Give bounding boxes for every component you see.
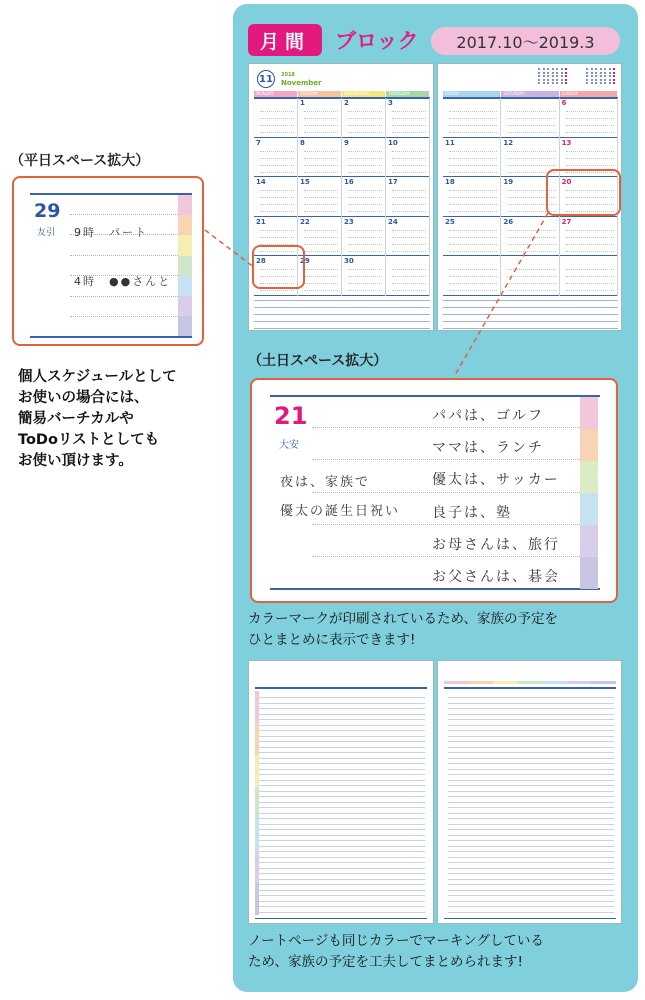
note-line [448,840,614,841]
calendar-month-name: November [281,79,322,87]
day-number: 10 [388,138,398,147]
day-number: 16 [344,178,354,186]
note-color-mark [469,681,494,684]
day-number: 29 [300,257,310,265]
note-line [448,829,614,830]
note-line [259,851,425,852]
note-line [259,736,425,737]
note-color-mark [255,819,259,851]
weekday-header: THURSDAY [386,91,429,97]
dotted-line [312,492,580,493]
note-right-page [437,660,622,924]
note-line [259,708,425,709]
day-number: 24 [388,217,398,226]
note-line [259,752,425,753]
day-number: 25 [445,217,455,226]
title-badge: 月間 [248,24,322,56]
description-line: 簡易バーチカルや [18,411,134,427]
note-line [259,774,425,775]
note-line [259,697,425,698]
note-line [259,796,425,797]
title-range: 2017.10～2019.3 [431,27,620,55]
note-line [448,730,614,731]
note-line [259,813,425,814]
day-number: 26 [503,217,514,226]
weekend-top-rule [270,395,600,397]
note-line [259,703,425,704]
note-line [448,747,614,748]
note-line [448,824,614,825]
note-line [448,857,614,858]
note-line [259,895,425,896]
note-line [259,763,425,764]
caption-line: ため、家族の予定を工夫してまとめられます! [248,954,523,970]
weekend-bottom-rule [270,588,600,590]
day-number: 6 [561,99,567,107]
weekend-day-number: 21 [274,402,308,430]
note-line [448,890,614,891]
note-line [259,873,425,874]
note-line [259,802,425,803]
day-number: 21 [256,217,266,226]
note-line [448,912,614,913]
day-number: 13 [561,138,572,147]
day-number: 12 [503,138,514,147]
note-line [448,862,614,863]
day-number: 3 [388,99,393,107]
note-line [448,818,614,819]
note-line [259,719,425,720]
note-top-rule [444,687,616,689]
note-line [259,884,425,885]
dotted-line [312,459,580,460]
note-line [448,785,614,786]
color-mark [178,215,192,235]
note-line [448,868,614,869]
note-line [448,752,614,753]
color-mark [178,256,192,276]
note-line [259,868,425,869]
note-color-mark [493,681,518,684]
note-top-rule [255,687,427,689]
weekday-top-rule [30,193,192,195]
note-bottom-rule [444,918,616,919]
note-line [448,813,614,814]
color-mark [178,296,192,316]
dotted-line [70,296,178,297]
day-number: 17 [388,178,398,186]
color-mark-caption [248,609,558,651]
note-line [259,890,425,891]
color-mark [178,235,192,255]
weekend-right-note: お父さんは、碁会 [432,569,560,585]
note-line [259,730,425,731]
weekend-right-note: ママは、ランチ [432,440,544,457]
note-line [448,884,614,885]
caption-line: ひとまとめに表示できます! [248,632,416,648]
note-color-mark [542,681,567,684]
note-line [259,857,425,858]
note-line [448,851,614,852]
weekday-header: WEDNESDAY [342,91,385,97]
day-number: 22 [300,217,310,226]
note-color-mark [255,787,259,819]
weekday-header: SATURDAY [501,91,558,97]
weekend-zoom-label: （土日スペース拡大） [248,353,388,369]
weekday-zoom [12,176,204,346]
note-color-mark [255,851,259,883]
note-line [448,725,614,726]
weekend-zoom [250,378,618,603]
description-line: ToDoリストとしても [18,432,160,448]
note-line [259,912,425,913]
note-page-caption [248,931,544,973]
note-line [448,906,614,907]
note-line [448,791,614,792]
note-line [259,879,425,880]
caption-line: ノートページも同じカラーでマーキングしている [248,933,544,949]
day-number: 1 [300,99,305,107]
weekend-right-note: 優太は、サッカー [432,472,560,489]
description-line: 個人スケジュールとして [18,369,177,385]
note-color-mark [591,681,616,684]
weekday-zoom-label: （平日スペース拡大） [10,153,150,169]
note-line [259,829,425,830]
note-line [448,708,614,709]
note-color-mark [255,691,259,723]
note-line [259,741,425,742]
day-number: 9 [344,138,349,147]
note-line [448,807,614,808]
color-mark [580,397,598,429]
day-number: 19 [503,178,514,186]
description-line: お使いの場合には、 [18,390,149,406]
dotted-line [70,316,178,317]
color-mark [580,429,598,461]
weekend-right-note: 良子は、塾 [432,504,512,521]
note-line [259,818,425,819]
note-line [259,785,425,786]
note-line [448,835,614,836]
note-line [259,758,425,759]
color-mark [178,195,192,215]
note-line [259,791,425,792]
usage-description [18,367,177,472]
note-line [448,895,614,896]
note-line [448,741,614,742]
dotted-line [312,556,580,557]
note-line [448,697,614,698]
note-line [259,906,425,907]
note-line [448,774,614,775]
day-number: 8 [300,138,305,147]
note-left-page [248,660,434,924]
note-line [259,862,425,863]
weekday-connector [205,230,255,268]
day-number: 18 [445,178,455,186]
day-number: 28 [256,257,266,265]
note-line [448,703,614,704]
weekend-note-1: 夜は、家族で [280,475,371,490]
note-line [448,879,614,880]
day-number: 15 [300,178,310,186]
color-mark [580,525,598,557]
weekday-header: MONDAY [254,91,297,97]
note-line [448,763,614,764]
note-line [448,719,614,720]
dotted-line [70,255,178,256]
note-line [259,901,425,902]
calendar-year: 2018 [281,72,295,78]
note-line [448,796,614,797]
note-color-mark [255,755,259,787]
color-mark [178,276,192,296]
dotted-line [312,524,580,525]
note-color-mark [518,681,543,684]
title-type: ブロック [335,29,419,53]
note-color-mark [567,681,592,684]
weekend-right-note: お母さんは、旅行 [432,536,560,553]
color-mark [580,493,598,525]
note-line [259,846,425,847]
note-color-mark [444,681,469,684]
day-number: 30 [344,257,354,265]
note-line [259,807,425,808]
weekend-rokuyo: 大安 [279,440,299,451]
note-line [448,873,614,874]
day-number: 14 [256,178,266,186]
weekday-header: TUESDAY [298,91,341,97]
dotted-line [70,214,178,215]
note-line [448,846,614,847]
day-number: 20 [561,178,572,186]
weekend-connector [455,213,548,375]
note-line [259,725,425,726]
note-line [259,714,425,715]
dotted-line [312,427,580,428]
note-color-mark [255,723,259,755]
day-number: 7 [256,138,261,147]
day-number: 23 [344,217,354,226]
month-number: 11 [257,70,275,88]
day-number: 2 [344,99,349,107]
weekday-header: SUNDAY [560,91,617,97]
note-line [448,780,614,781]
note-line [259,835,425,836]
note-line [448,714,614,715]
day-number: 27 [561,217,572,226]
color-mark [580,461,598,493]
weekend-right-note: パパは、ゴルフ [432,408,544,424]
color-mark [178,316,192,336]
weekday-day-number: 29 [34,200,61,222]
weekday-header: FRIDAY [443,91,500,97]
description-line: お使い頂けます。 [18,453,133,469]
note-line [259,769,425,770]
note-line [259,747,425,748]
note-line [448,758,614,759]
caption-line: カラーマークが印刷されているため、家族の予定を [248,611,558,627]
note-line [259,780,425,781]
weekday-bottom-rule [30,336,192,338]
day-number: 11 [445,138,455,147]
note-line [448,736,614,737]
note-line [259,840,425,841]
note-line [448,802,614,803]
weekday-entry-1: 9時 パート [74,226,148,239]
note-color-mark [255,883,259,915]
note-line [259,824,425,825]
weekday-entry-2: 4時 ●●さんと [74,275,172,288]
note-bottom-rule [255,918,427,919]
note-line [448,901,614,902]
note-line [448,769,614,770]
weekday-rokuyo: 友引 [37,228,56,238]
color-mark [580,557,598,589]
weekend-note-2: 優太の誕生日祝い [280,504,401,519]
